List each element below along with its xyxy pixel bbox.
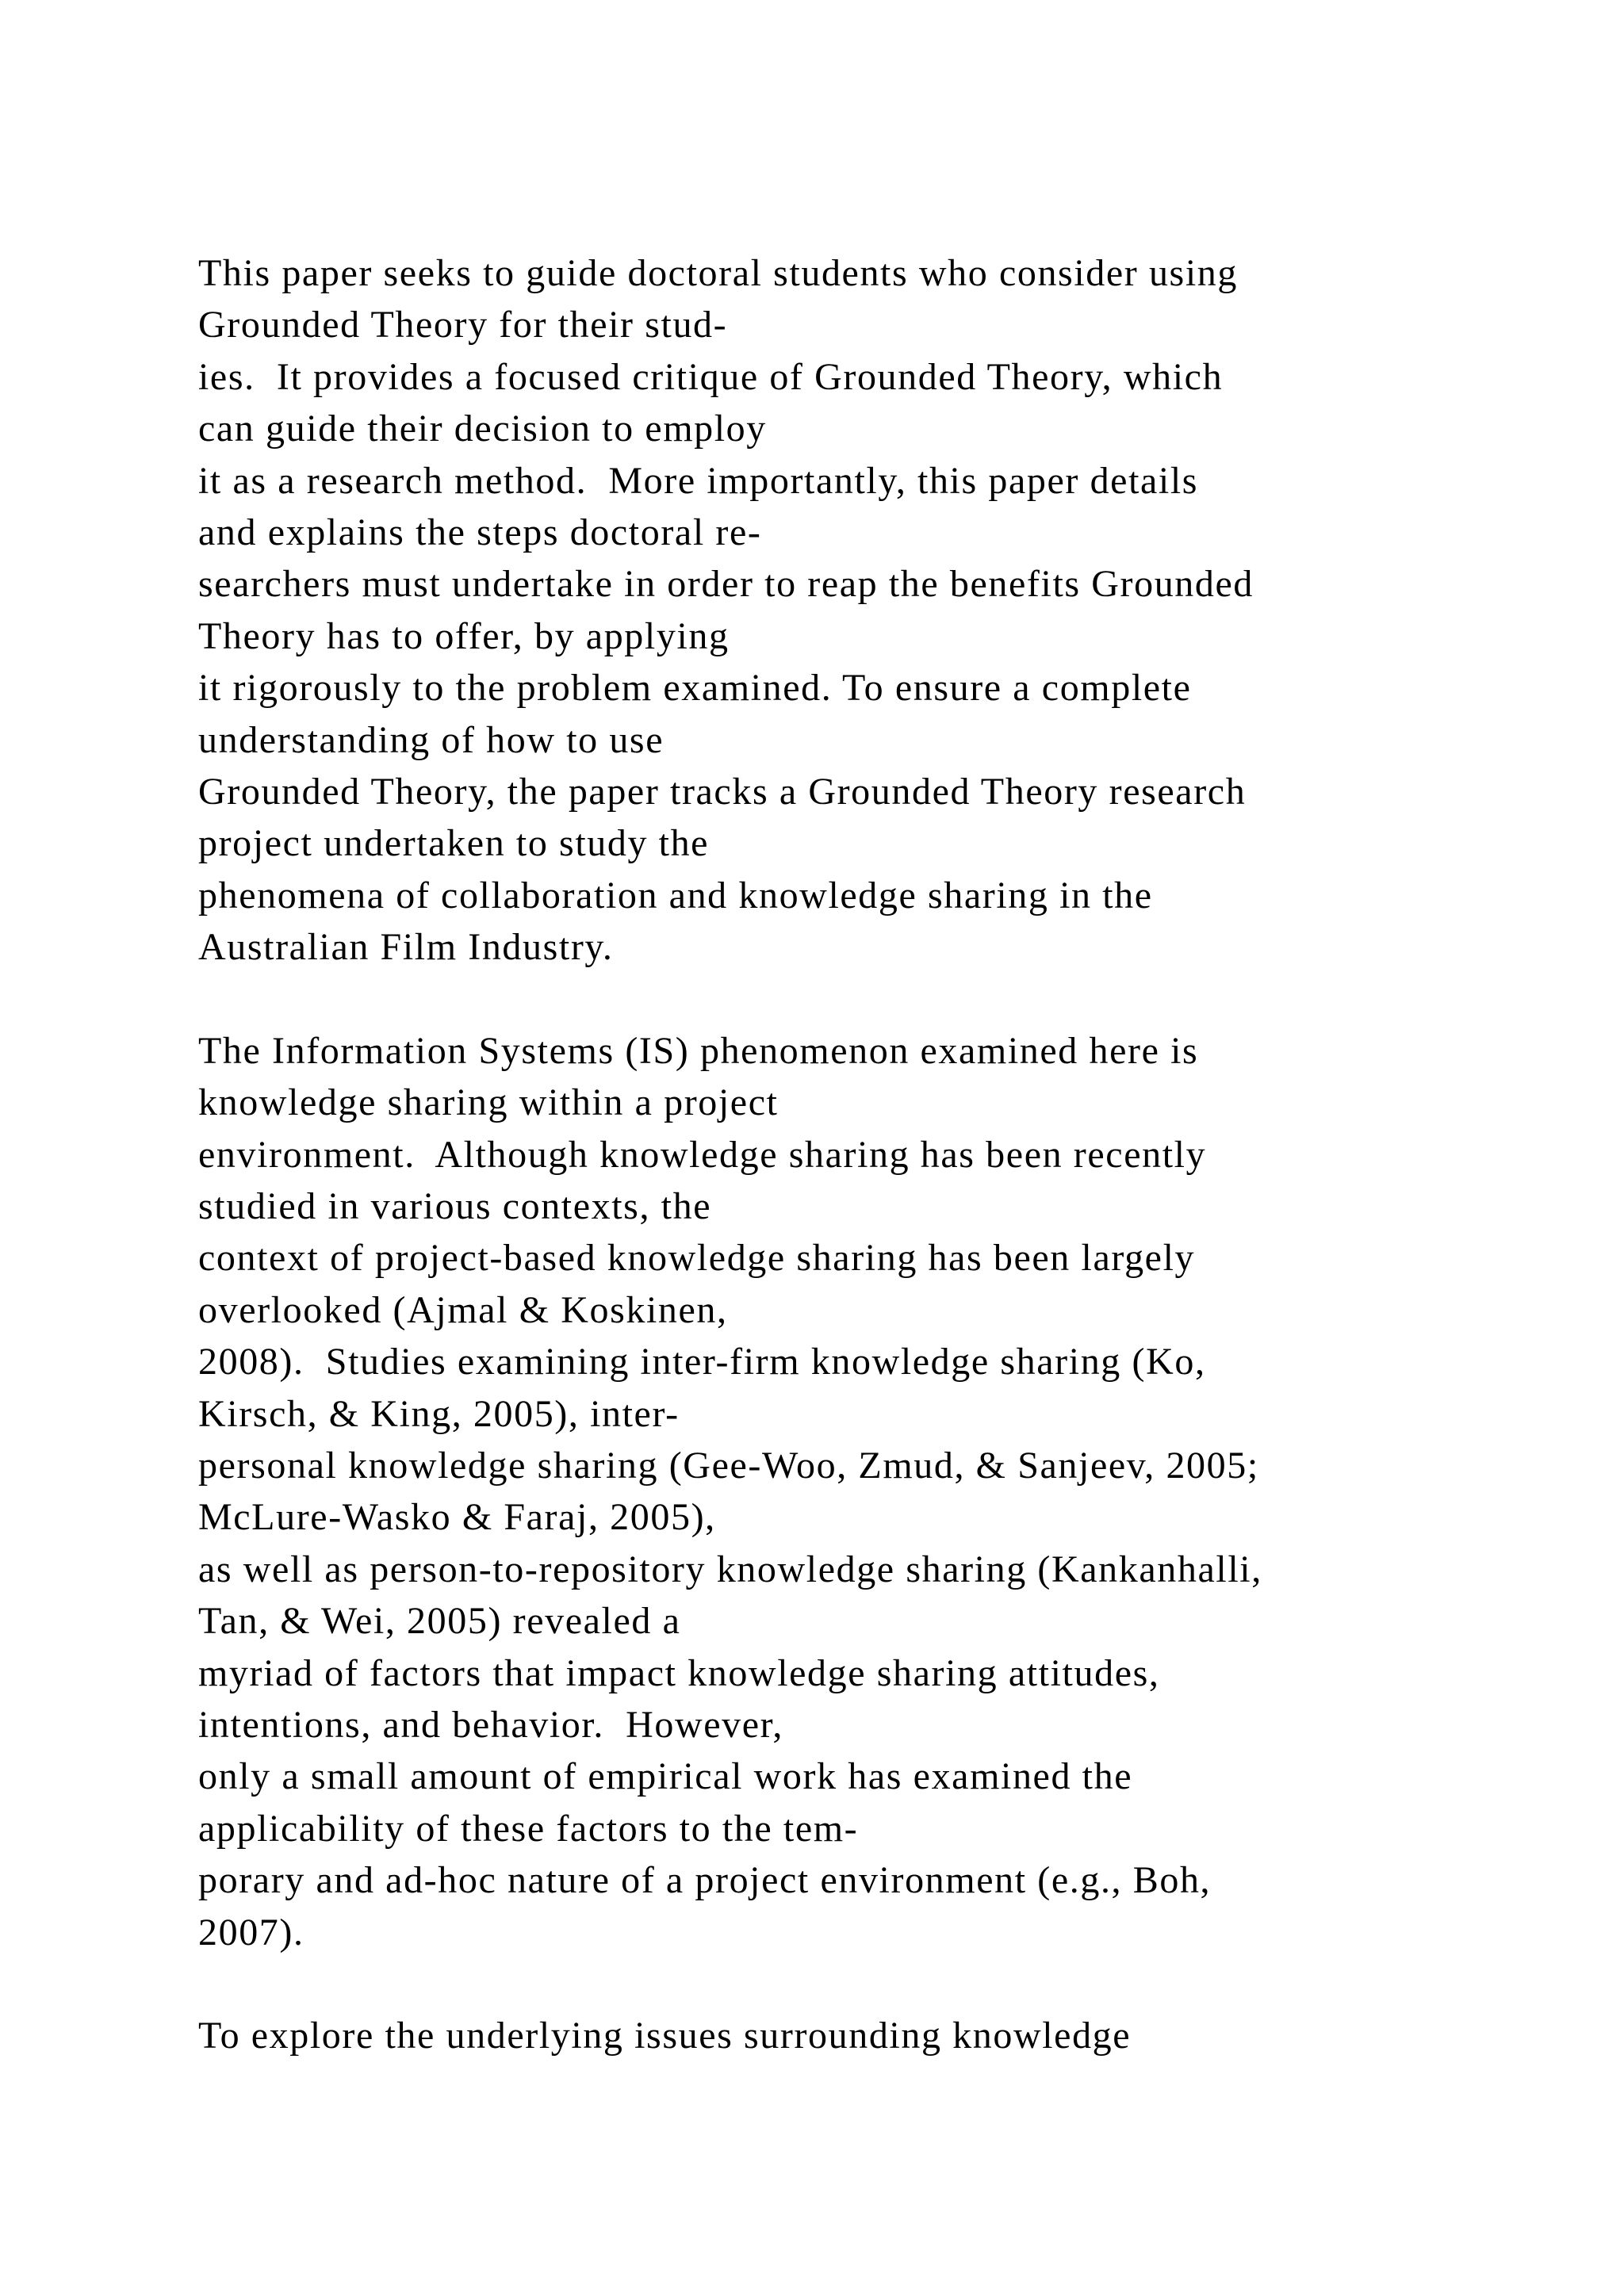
paragraph-gap — [198, 973, 1499, 1024]
text-line: and explains the steps doctoral re- — [198, 511, 762, 553]
text-line: it as a research method. More importantly, this paper details — [198, 459, 1199, 502]
text-line: Kirsch, & King, 2005), inter- — [198, 1392, 680, 1435]
text-line: only a small amount of empirical work has examined the — [198, 1755, 1133, 1798]
text-line: Grounded Theory for their stud- — [198, 304, 728, 346]
paragraph-2 — [198, 1025, 1499, 1958]
text-line: knowledge sharing within a project — [198, 1081, 779, 1124]
text-line: project undertaken to study the — [198, 822, 710, 865]
text-line: myriad of factors that impact knowledge sharing attitudes, — [198, 1651, 1160, 1694]
text-line: Australian Film Industry. — [198, 926, 614, 969]
paragraph-gap — [198, 1958, 1499, 2010]
paragraph-3 — [198, 2010, 1499, 2061]
text-line: understanding of how to use — [198, 718, 665, 761]
text-line: This paper seeks to guide doctoral students who consider using — [198, 252, 1238, 294]
text-line: To explore the underlying issues surrounding knowledge — [198, 2015, 1132, 2057]
text-line: The Information Systems (IS) phenomenon examined here is — [198, 1029, 1199, 1072]
text-line: it rigorously to the problem examined. To ensure a complete — [198, 667, 1192, 710]
document-body — [198, 247, 1499, 2062]
text-line: personal knowledge sharing (Gee-Woo, Zmud, & Sanjeev, 2005; — [198, 1444, 1259, 1487]
text-line: 2008). Studies examining inter-firm knowledge sharing (Ko, — [198, 1341, 1206, 1383]
text-line: Grounded Theory, the paper tracks a Grounded Theory research — [198, 770, 1247, 813]
text-line: overlooked (Ajmal & Koskinen, — [198, 1288, 728, 1331]
text-line: Tan, & Wei, 2005) revealed a — [198, 1600, 681, 1643]
text-line: porary and ad-hoc nature of a project environment (e.g., Boh, — [198, 1859, 1212, 1902]
text-line: environment. Although knowledge sharing has been recently — [198, 1133, 1207, 1176]
text-line: intentions, and behavior. However, — [198, 1703, 783, 1746]
text-line: studied in various contexts, the — [198, 1185, 712, 1228]
text-line: applicability of these factors to the tem- — [198, 1807, 859, 1850]
text-line: phenomena of collaboration and knowledge sharing in the — [198, 874, 1153, 916]
text-line: ies. It provides a focused critique of Grounded Theory, which — [198, 355, 1224, 398]
paragraph-1 — [198, 247, 1499, 973]
text-line: 2007). — [198, 1911, 304, 1954]
text-line: can guide their decision to employ — [198, 408, 767, 450]
text-line: context of project-based knowledge sharing has been largely — [198, 1237, 1196, 1280]
text-line: McLure-Wasko & Faraj, 2005), — [198, 1496, 716, 1539]
text-line: Theory has to offer, by applying — [198, 614, 730, 657]
text-line: searchers must undertake in order to reap the benefits Grounded — [198, 563, 1254, 606]
text-line: as well as person-to-repository knowledge sharing (Kankanhalli, — [198, 1548, 1262, 1590]
